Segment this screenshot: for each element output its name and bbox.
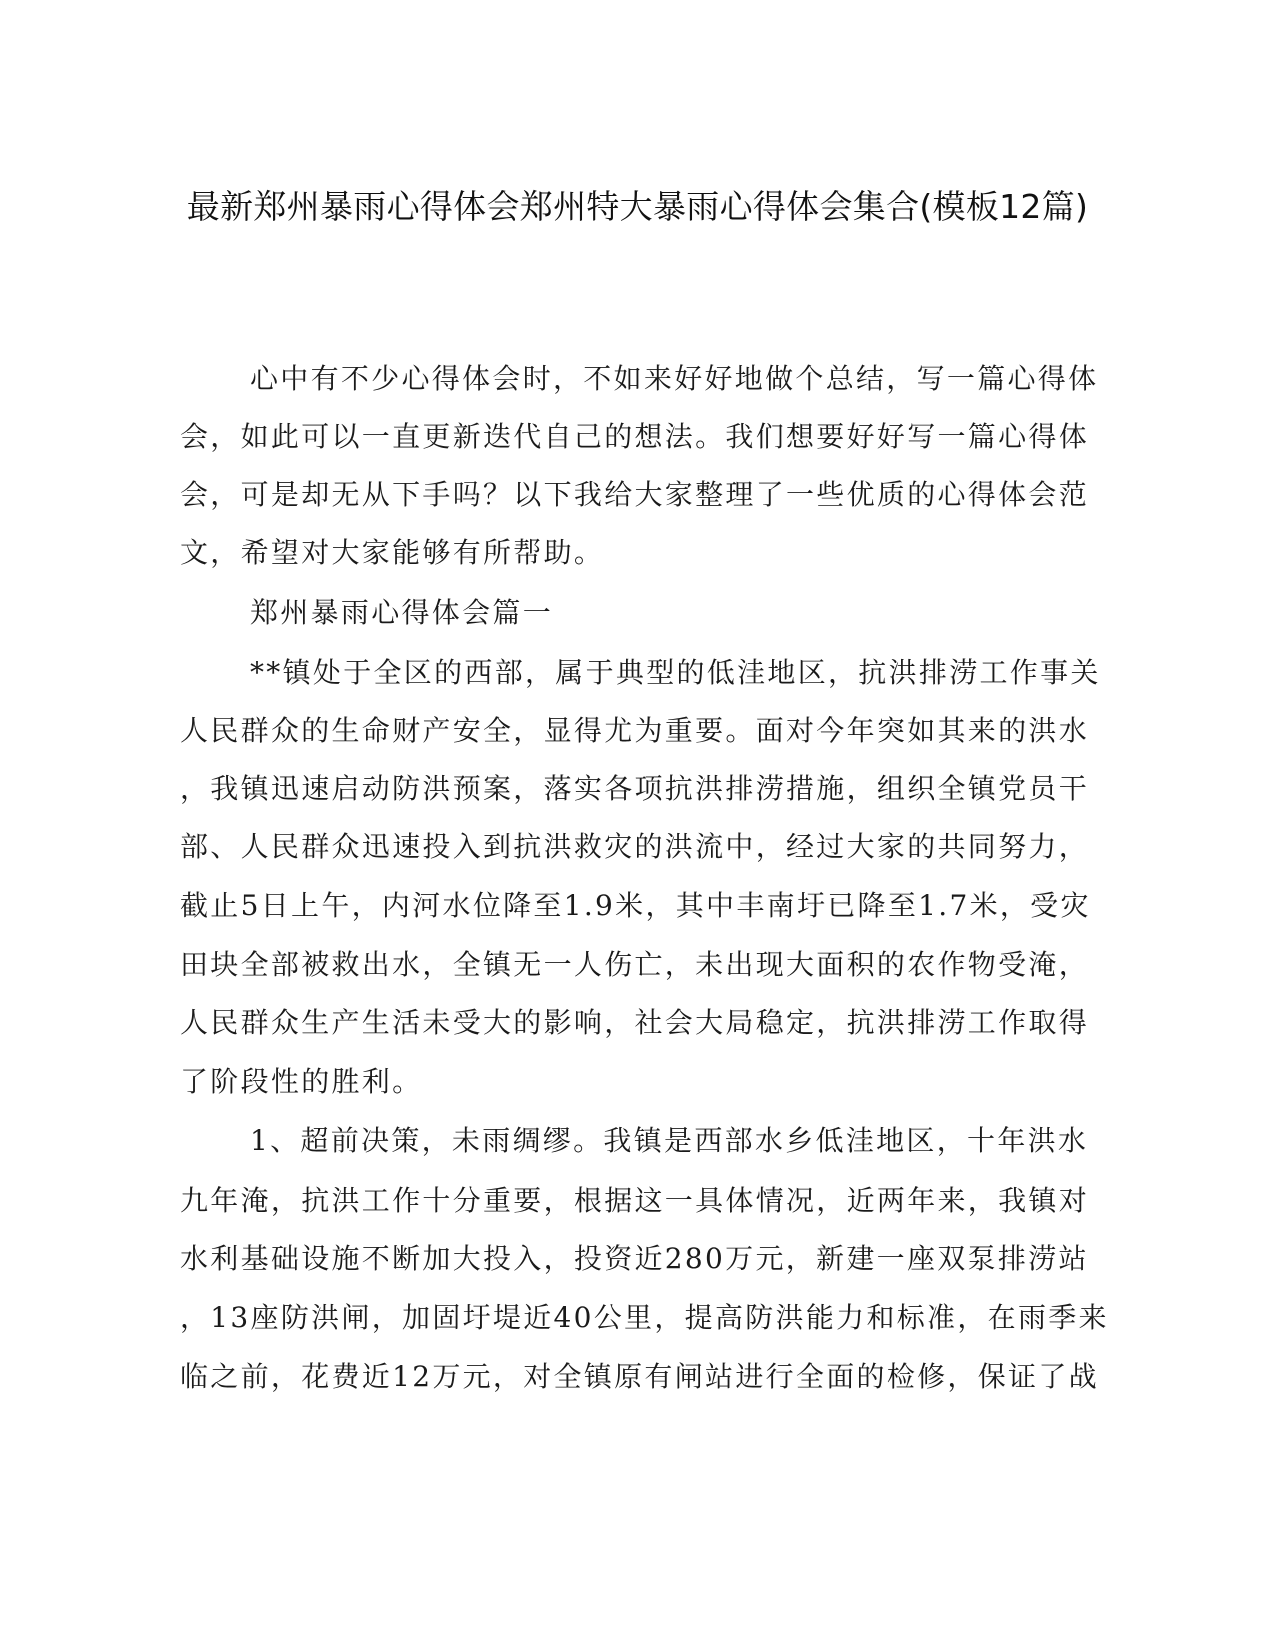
body-line: 会，如此可以一直更新迭代自己的想法。我们想要好好写一篇心得体 <box>180 420 1090 453</box>
body-line: 人民群众的生命财产安全，显得尤为重要。面对今年突如其来的洪水 <box>180 714 1090 747</box>
section-heading: 郑州暴雨心得体会篇一 <box>250 596 554 629</box>
body-line: 九年淹，抗洪工作十分重要，根据这一具体情况，近两年来，我镇对 <box>180 1184 1090 1217</box>
body-line: 水利基础设施不断加大投入，投资近280万元，新建一座双泵排涝站 <box>180 1242 1089 1275</box>
body-line: ，我镇迅速启动防洪预案，落实各项抗洪排涝措施，组织全镇党员干 <box>180 772 1090 805</box>
body-line: 部、人民群众迅速投入到抗洪救灾的洪流中，经过大家的共同努力， <box>180 830 1090 863</box>
body-line: 临之前，花费近12万元，对全镇原有闸站进行全面的检修，保证了战 <box>180 1360 1099 1393</box>
body-line: 田块全部被救出水，全镇无一人伤亡，未出现大面积的农作物受淹， <box>180 948 1090 981</box>
body-line: 文，希望对大家能够有所帮助。 <box>180 536 605 569</box>
body-line: **镇处于全区的西部，属于典型的低洼地区，抗洪排涝工作事关 <box>250 656 1101 689</box>
body-line: 心中有不少心得体会时，不如来好好地做个总结，写一篇心得体 <box>250 362 1099 395</box>
body-line: 人民群众生产生活未受大的影响，社会大局稳定，抗洪排涝工作取得 <box>180 1006 1090 1039</box>
document-title: 最新郑州暴雨心得体会郑州特大暴雨心得体会集合(模板12篇) <box>186 187 1089 226</box>
body-line: ，13座防洪闸，加固圩堤近40公里，提高防洪能力和标准，在雨季来 <box>180 1301 1109 1334</box>
body-line: 1、超前决策，未雨绸缪。我镇是西部水乡低洼地区，十年洪水 <box>250 1124 1089 1157</box>
body-line: 截止5日上午，内河水位降至1.9米，其中丰南圩已降至1.7米，受灾 <box>180 889 1091 922</box>
body-line: 会，可是却无从下手吗？以下我给大家整理了一些优质的心得体会范 <box>180 478 1090 511</box>
body-line: 了阶段性的胜利。 <box>180 1065 423 1098</box>
